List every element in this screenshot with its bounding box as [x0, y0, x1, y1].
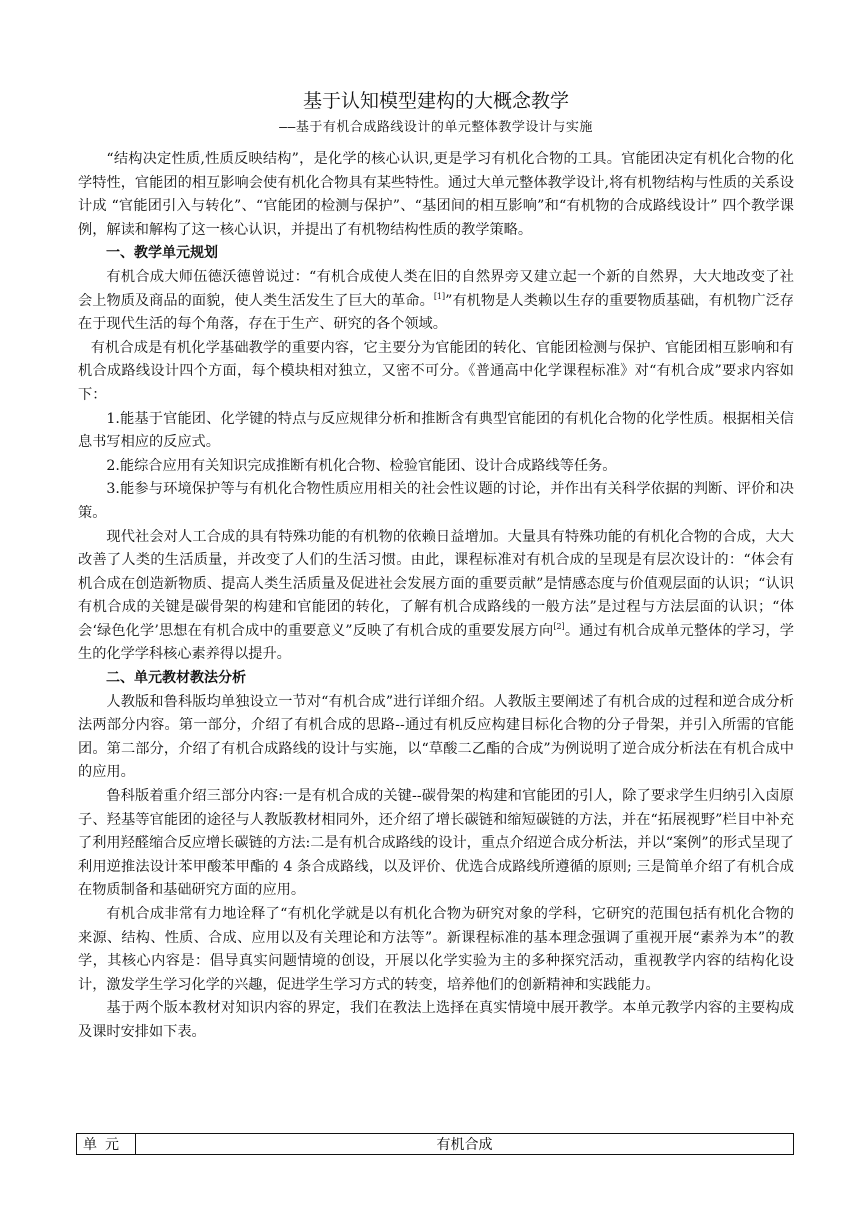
paragraph-text: 现代社会对人工合成的具有特殊功能的有机物的依赖日益增加。大量具有特殊功能的有机化合物的合成，大大改善了人类的生活质量，并改变了人们的生活习惯。由此，课程标准对有机合成的呈现是有层次设计的：“体会有机合成在创造新物质、提高人类生活质量及促进社会发展方面的重要贡献”是情感态度与价值观层面的认识；“认识有机合成的关键是碳骨架的构建和官能团的转化，了解有机合成路线的一般方法”是过程与方法层面的认识；“体会‘绿色化学’思想在有机合成中的重要意义”反映了有机合成的重要发展方向 [78, 528, 794, 639]
unit-table [76, 1133, 794, 1155]
paragraph-textbooks: 人教版和鲁科版均单独设立一节对“有机合成”进行详细介绍。人教版主要阐述了有机合成的过程和逆合成分析法两部分内容。第一部分，介绍了有机合成的思路--通过有机反应构建目标化合物的分子骨架，并引入所需的官能团。第二部分，介绍了有机合成路线的设计与实施，以“草酸二乙酯的合成”为例说明了逆合成分析法在有机合成中的应用。 [78, 693, 794, 781]
table-row [77, 1134, 794, 1155]
paragraph-text: ”有机物是人类赖以生存的重要物质基础，有机物广泛存在于现代生活的每个角落，存在于生产、研究的各个领域。 [78, 292, 794, 333]
list-item-1: 1.能基于官能团、化学键的特点与反应规律分析和推断含有典型官能团的有机化合物的化学性质。根据相关信息书写相应的反应式。 [78, 410, 794, 451]
section-heading-1: 一、教学单元规划 [106, 245, 218, 262]
document-subtitle: ——基于有机合成路线设计的单元整体教学设计与实施 [279, 120, 593, 135]
paragraph-modern-society [78, 526, 794, 668]
list-item-2: 2.能综合应用有关知识完成推断有机化合物、检验官能团、设计合成路线等任务。 [106, 457, 617, 474]
citation-ref-1: [1] [433, 291, 446, 301]
paragraph-lukeban: 鲁科版着重介绍三部分内容:一是有机合成的关键--碳骨架的构建和官能团的引人，除了要求学生归纳引入卤原子、羟基等官能团的途径与人教版教材相同外，还介绍了增长碳链和缩短碳链的方法，并在“拓展视野”栏目中补充了利用羟醛缩合反应增长碳链的方法:二是有机合成路线的设计，重点介绍逆合成分析法，并以“案例”的形式呈现了利用逆推法设计苯甲酸苯甲酯的 4 条合成路线，以及评价、优选合成路线所遵循的原则; 三是简单介绍了有机合成在物质制备和基础研究方面的应用。 [78, 788, 794, 899]
paragraph-woodward [78, 266, 794, 337]
document-title: 基于认知模型建构的大概念教学 [302, 90, 569, 112]
abstract-paragraph: “结构决定性质,性质反映结构”，是化学的核心认识,更是学习有机化合物的工具。官能团决定有机化合物的化学特性，官能团的相互影响会使有机化合物具有某些特性。通过大单元整体教学设计,将有机物结构与性质的关系设计成 “官能团引入与转化”、“官能团的检测与保护”、“基团间的相互影响”和“有机物的合成路线设计” 四个教学课例，解读和解构了这一核心认识，并提出了有机物结构性质的教学策略。 [78, 151, 794, 238]
table-cell-unit-value: 有机合成 [136, 1134, 794, 1155]
list-item-3: 3.能参与环境保护等与有机化合物性质应用相关的社会性议题的讨论，并作出有关科学依据的判断、评价和决策。 [78, 481, 794, 521]
paragraph-text: 有机合成大师伍德沃德曾说过：“有机合成使人类在旧的自然界旁又建立起一个新的自然界，大大地改变了社会上物质及商品的面貌，使人类生活发生了巨大的革命。 [78, 268, 794, 309]
citation-ref-2: [2] [553, 621, 565, 631]
paragraph-text: 。通过有机合成单元整体的学习，学生的化学学科核心素养得以提升。 [78, 622, 794, 663]
table-cell-unit-label: 单元 [77, 1134, 136, 1155]
document-page [78, 88, 794, 1045]
section-heading-2: 二、单元教材教法分析 [106, 670, 246, 687]
paragraph-teaching-method: 基于两个版本教材对知识内容的界定，我们在教法上选择在真实情境中展开教学。本单元教学内容的主要构成及课时安排如下表。 [78, 1000, 794, 1040]
paragraph-organic-synthesis: 有机合成非常有力地诠释了“有机化学就是以有机化合物为研究对象的学科，它研究的范围包括有机化合物的来源、结构、性质、合成、应用以及有关理论和方法等”。新课程标准的基本理念强调了重视开展“素养为本”的教学，其核心内容是：倡导真实问题情境的创设，开展以化学实验为主的多种探究活动，重视教学内容的结构化设计，激发学生学习化学的兴趣，促进学生学习方式的转变，培养他们的创新精神和实践能力。 [78, 906, 794, 993]
paragraph-curriculum: 有机合成是有机化学基础教学的重要内容，它主要分为官能团的转化、官能团检测与保护、官能团相互影响和有机合成路线设计四个方面，每个模块相对独立，又密不可分。《普通高中化学课程标准》对“有机合成”要求内容如下： [78, 339, 794, 403]
